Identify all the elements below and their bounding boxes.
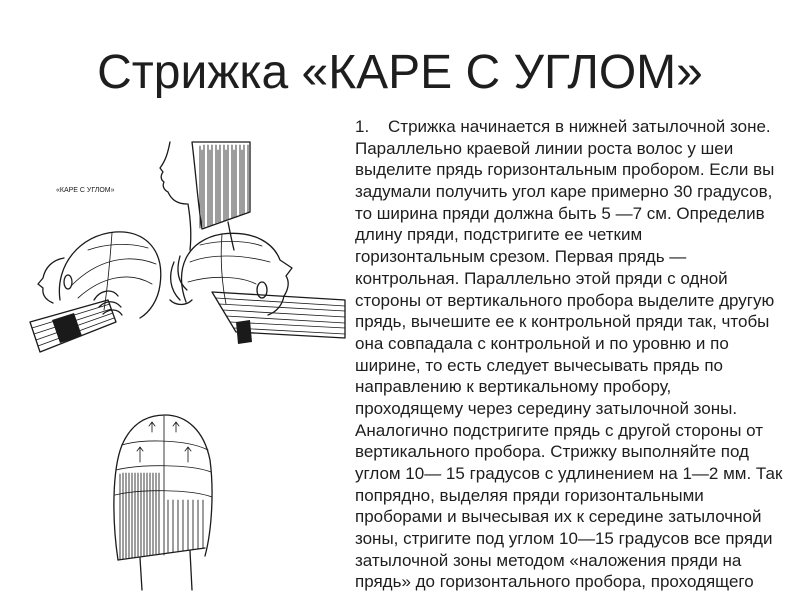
hair-hatching xyxy=(216,298,345,334)
neck-outline xyxy=(140,551,192,590)
text-line: задумали получить угол каре примерно 30 градусов, xyxy=(355,182,773,202)
text-line: проходящему через середину затылочной зоны. xyxy=(355,398,738,418)
figure-strand-left xyxy=(30,232,161,352)
haircut-illustration xyxy=(0,0,350,600)
text-line: углом 10— 15 градусов с удлинением на 1—2 мм. Так xyxy=(355,464,783,483)
text-line: стороны от вертикального пробора выделите другую xyxy=(355,290,775,310)
text-line: прядь, вычешите ее к контрольной пряди так, чтобы xyxy=(355,312,770,332)
text-line: она совпадала с контрольной и по уровню и по xyxy=(355,333,729,353)
ear xyxy=(64,275,72,289)
text-line: проборами и вычесывая их к середине затылочной xyxy=(355,507,762,527)
figure-strand-right xyxy=(170,233,345,344)
step-item-1 xyxy=(355,116,795,138)
illustration-caption: «КАРЕ С УГЛОМ» xyxy=(56,187,115,194)
hair-hatching-light xyxy=(168,500,203,553)
hair-outline xyxy=(192,142,250,229)
text-line: длину пряди, подстригите ее четким xyxy=(355,225,643,245)
text-line: контрольная. Параллельно этой пряди с одной xyxy=(355,268,728,288)
hair-edge xyxy=(118,548,205,560)
text-line: затылочной зоны методом «наложения пряди на xyxy=(355,550,742,570)
head-outline xyxy=(182,233,293,315)
slide-title: Стрижка «КАРЕ С УГЛОМ» xyxy=(97,46,703,99)
step-number: 1. xyxy=(355,117,370,136)
comb-shape xyxy=(52,313,82,343)
face-profile xyxy=(160,142,187,204)
step-list xyxy=(355,116,795,593)
text-line: то ширина пряди должна быть 5 —7 см. Определив xyxy=(355,203,765,223)
hair-hatching xyxy=(120,473,159,559)
text-line: прядь» до горизонтального пробора, проходящего xyxy=(355,572,754,592)
text-line: Аналогично подстригите прядь с другой стороны от xyxy=(355,420,764,440)
text-line: вертикального пробора. Стрижку выполняйте под xyxy=(355,442,749,462)
text-line: горизонтальным срезом. Первая прядь — xyxy=(355,247,687,267)
text-line: выделите прядь горизонтальным пробором. Если вы xyxy=(355,160,775,180)
text-line: попрядно, выделяя пряди горизонтальными xyxy=(355,485,704,505)
partings xyxy=(72,233,156,310)
text-line: ширине, то есть следует вычесывать прядь по xyxy=(355,355,723,375)
text-line: Параллельно краевой линии роста волос у шеи xyxy=(355,138,734,158)
text-line: зоны, стригите под углом 10—15 градусов все пряди xyxy=(355,529,773,549)
figure-back-view xyxy=(114,415,212,590)
comb-shape xyxy=(236,320,252,344)
partings xyxy=(115,416,212,555)
text-line: направлению к вертикальному пробору, xyxy=(355,377,672,397)
text-line: Стрижка начинается в нижней затылочной зоне. xyxy=(388,117,771,136)
